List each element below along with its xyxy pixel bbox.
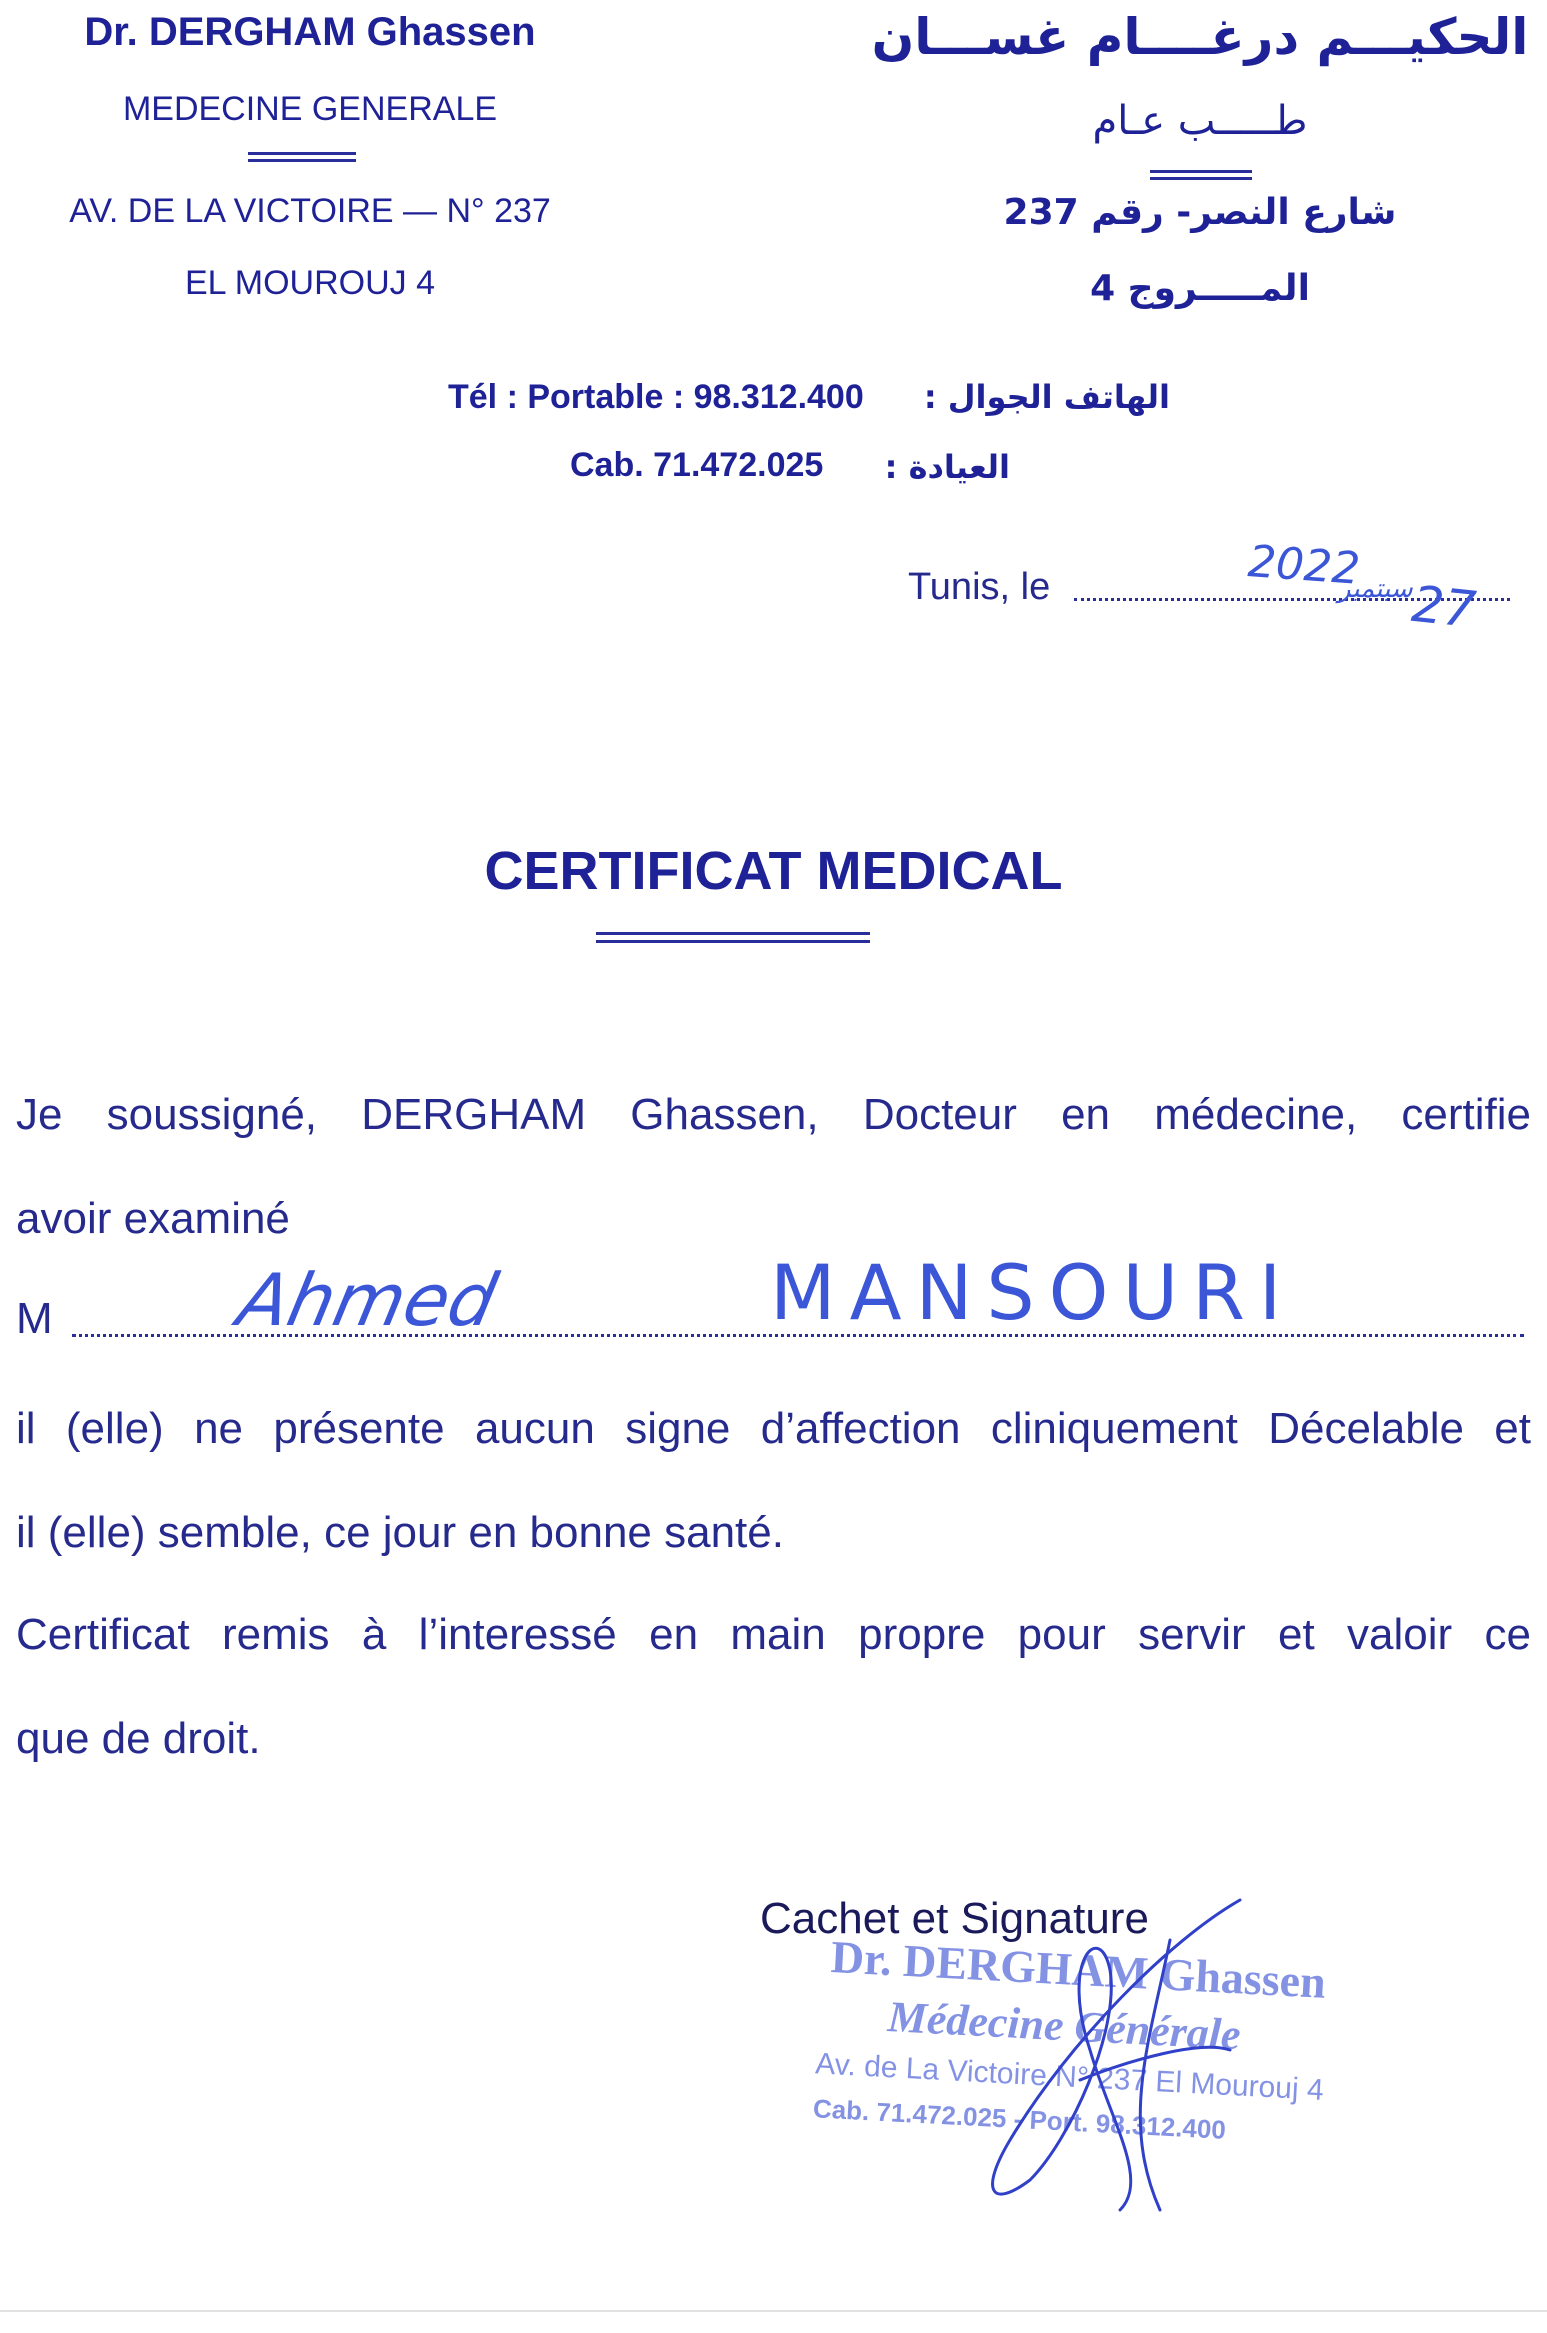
body-line-7: que de droit. — [16, 1714, 261, 1763]
document-title: CERTIFICAT MEDICAL — [484, 841, 1063, 901]
body-line-1: Je soussigné, DERGHAM Ghassen, Docteur en médecine, certifie — [16, 1090, 1531, 1139]
patient-prefix: M — [16, 1294, 53, 1343]
address-street-arabic: شارع النصر- رقم 237 — [1003, 192, 1397, 233]
patient-last-name: MANSOURI — [770, 1248, 1296, 1337]
doctor-name: Dr. DERGHAM Ghassen — [84, 10, 536, 54]
date-handwritten-day: 27 — [1409, 574, 1479, 640]
header-left-rule-bottom — [248, 159, 356, 162]
body-line-5: il (elle) semble, ce jour en bonne santé. — [16, 1508, 784, 1557]
handwritten-signature — [920, 1880, 1300, 2210]
title-rule-top — [596, 932, 870, 935]
date-label: Tunis, le — [908, 566, 1051, 608]
header-right-rule-top — [1150, 170, 1252, 173]
phone-mobile: Tél : Portable : 98.312.400 — [448, 378, 864, 416]
body-line-2: avoir examiné — [16, 1194, 290, 1243]
header-left-rule-top — [248, 152, 356, 155]
phone-mobile-arabic-label: الهاتف الجوال : — [923, 378, 1170, 416]
header-right-rule-bottom — [1150, 177, 1252, 180]
date-handwritten-year: 2022 — [1246, 536, 1362, 595]
body-line-4: il (elle) ne présente aucun signe d’affection cliniquement Décelable et — [16, 1404, 1531, 1453]
stamp-line-phones: Cab. 71.472.025 - Port. 98.312.400 — [812, 2093, 1227, 2145]
doctor-name-arabic: الحكيـــم درغــــام غســـان — [871, 8, 1529, 66]
signature-label: Cachet et Signature — [760, 1894, 1149, 1943]
stamp-line-specialty: Médecine Générale — [886, 1992, 1242, 2060]
title-rule-bottom — [596, 940, 870, 943]
specialty-arabic: طـــــب عـام — [1092, 98, 1308, 144]
stamp-line-name: Dr. DERGHAM Ghassen — [829, 1931, 1328, 2008]
stamp-line-address: Av. de La Victoire N° 237 El Mourouj 4 — [814, 2047, 1325, 2107]
page-bottom-edge — [0, 2310, 1547, 2312]
address-street: AV. DE LA VICTOIRE — N° 237 — [69, 192, 551, 230]
patient-first-name: Ahmed — [231, 1258, 504, 1342]
address-city: EL MOUROUJ 4 — [184, 264, 435, 302]
phone-office: Cab. 71.472.025 — [570, 446, 824, 484]
date-handwritten-month: سبتمبر — [1338, 574, 1413, 604]
address-city-arabic: المـــــروج 4 — [1090, 268, 1310, 309]
body-line-6: Certificat remis à l’interessé en main propre pour servir et valoir ce — [16, 1610, 1531, 1659]
specialty: MEDECINE GENERALE — [122, 90, 498, 128]
phone-office-arabic-label: العيادة : — [884, 448, 1010, 486]
